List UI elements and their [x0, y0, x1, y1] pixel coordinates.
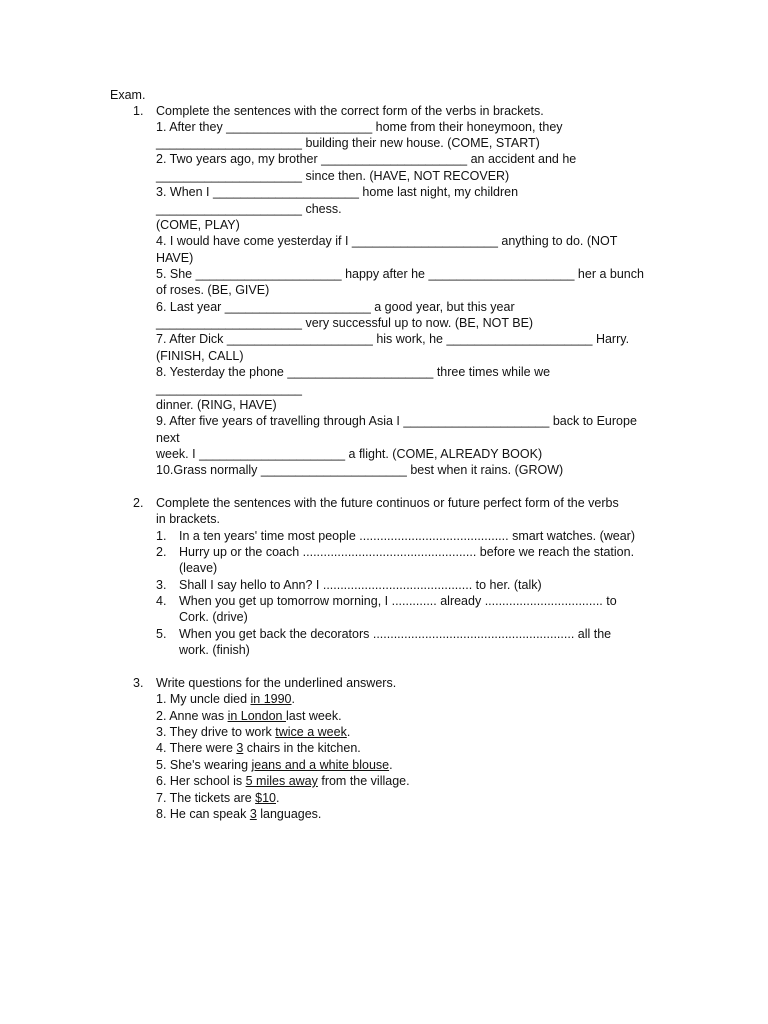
section-number: 3.	[133, 676, 144, 690]
item-number: 5.	[156, 627, 167, 641]
exercise-line: of roses. (BE, GIVE)	[156, 283, 270, 297]
exercise-line: _____________________ since then. (HAVE, NOT RECOVER)	[156, 169, 510, 183]
question-line: 3. They drive to work twice a week.	[156, 725, 351, 739]
exercise-line: week. I _____________________ a flight. (COME, ALREADY BOOK)	[156, 447, 543, 461]
section-heading: Complete the sentences with the future continuos or future perfect form of the verbs	[156, 496, 619, 510]
exercise-line: 2. Two years ago, my brother _____________________ an accident and he	[156, 152, 577, 166]
item-number: 3.	[156, 578, 167, 592]
exercise-line: 6. Last year _____________________ a good year, but this year	[156, 300, 515, 314]
section-heading: Write questions for the underlined answers.	[156, 676, 397, 690]
question-line: 8. He can speak 3 languages.	[156, 807, 322, 821]
exercise-line: _____________________ very successful up to now. (BE, NOT BE)	[156, 316, 534, 330]
item-number: 4.	[156, 594, 167, 608]
exercise-line: 10.Grass normally _____________________ best when it rains. (GROW)	[156, 463, 564, 477]
exercise-line: 9. After five years of travelling through Asia I _____________________ back to Europe	[156, 414, 637, 428]
exercise-line: Cork. (drive)	[179, 610, 248, 624]
question-line: 7. The tickets are $10.	[156, 791, 280, 805]
exercise-line: _____________________ chess.	[156, 202, 342, 216]
exercise-line: 8. Yesterday the phone _____________________ three times while we	[156, 365, 551, 379]
section-heading: in brackets.	[156, 512, 220, 526]
exercise-line: dinner. (RING, HAVE)	[156, 398, 277, 412]
question-line: 4. There were 3 chairs in the kitchen.	[156, 741, 361, 755]
exercise-line: When you get back the decorators .......................................................... all the	[179, 627, 612, 641]
underlined-answer: in London	[227, 709, 286, 723]
exercise-line: (COME, PLAY)	[156, 218, 240, 232]
exercise-line: In a ten years' time most people ........................................... smart watches. (wear)	[179, 529, 636, 543]
section-number: 2.	[133, 496, 144, 510]
underlined-answer: jeans and a white blouse	[251, 758, 390, 772]
underlined-answer: in 1990	[250, 692, 292, 706]
question-line: 5. She's wearing jeans and a white blouse.	[156, 758, 393, 772]
exercise-line: 1. After they _____________________ home from their honeymoon, they	[156, 120, 563, 134]
exercise-line: Hurry up or the coach .................................................. before we reach the station.	[179, 545, 635, 559]
section-number: 1.	[133, 104, 144, 118]
underlined-answer: 3	[236, 741, 244, 755]
item-number: 1.	[156, 529, 167, 543]
exercise-line: When you get up tomorrow morning, I ............. already .................................. to	[179, 594, 617, 608]
question-line: 2. Anne was in London last week.	[156, 709, 342, 723]
exercise-line: (FINISH, CALL)	[156, 349, 244, 363]
exercise-line: (leave)	[179, 561, 218, 575]
exercise-line: 3. When I _____________________ home last night, my children	[156, 185, 519, 199]
underlined-answer: $10	[255, 791, 276, 805]
exercise-line: _____________________ building their new house. (COME, START)	[156, 136, 540, 150]
exercise-line: work. (finish)	[179, 643, 250, 657]
section-heading: Complete the sentences with the correct form of the verbs in brackets.	[156, 104, 544, 118]
item-number: 2.	[156, 545, 167, 559]
question-line: 1. My uncle died in 1990.	[156, 692, 295, 706]
question-line: 6. Her school is 5 miles away from the village.	[156, 774, 410, 788]
exercise-line: 5. She _____________________ happy after he _____________________ her a bunch	[156, 267, 644, 281]
underlined-answer: 5 miles away	[245, 774, 318, 788]
exercise-line: HAVE)	[156, 251, 194, 265]
underlined-answer: twice a week	[275, 725, 347, 739]
exercise-line: _____________________	[156, 382, 302, 396]
doc-title: Exam.	[110, 88, 146, 102]
exercise-line: Shall I say hello to Ann? I ........................................... to her. (talk)	[179, 578, 542, 592]
underlined-answer: 3	[249, 807, 257, 821]
exercise-line: 7. After Dick _____________________ his work, he _____________________ Harry.	[156, 332, 630, 346]
exercise-line: 4. I would have come yesterday if I _____________________ anything to do. (NOT	[156, 234, 618, 248]
exercise-line: next	[156, 431, 180, 445]
